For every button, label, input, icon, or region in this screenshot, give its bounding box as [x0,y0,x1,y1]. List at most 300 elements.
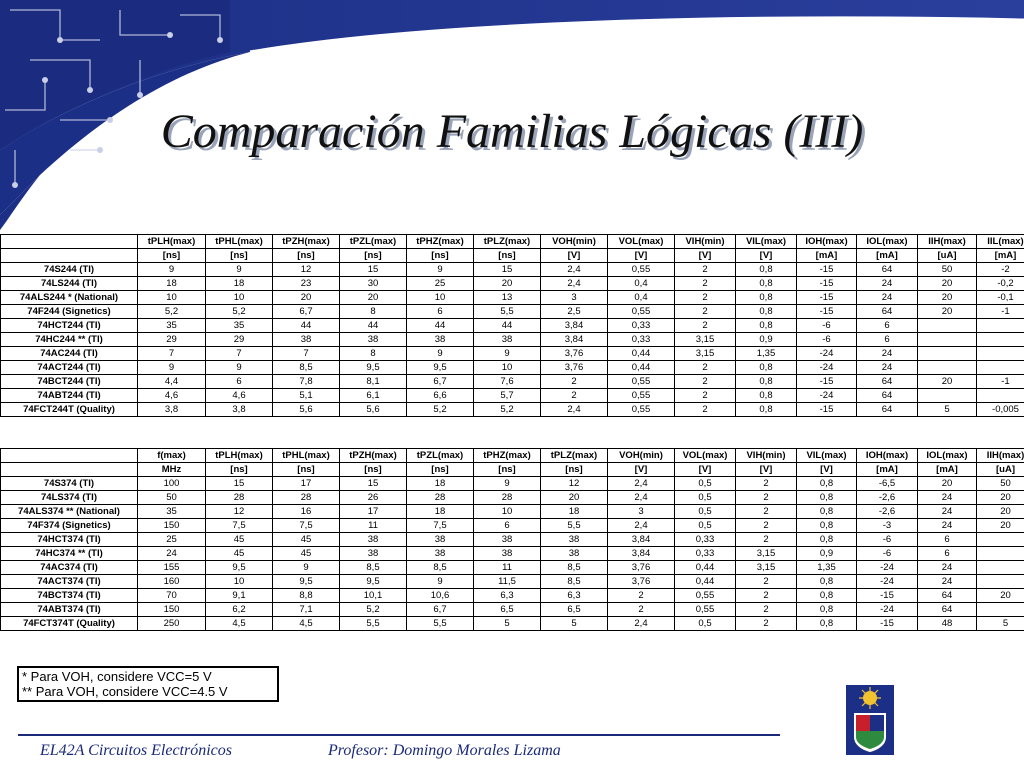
column-unit-header: [V] [608,463,675,477]
column-header: tPLH(max) [138,235,206,249]
value-cell: 6,5 [474,603,541,617]
value-cell: -1 [977,305,1024,319]
value-cell: -15 [857,589,918,603]
value-cell: 9 [206,361,273,375]
value-cell: 2 [736,617,797,631]
device-name-cell: 74HCT374 (TI) [1,533,138,547]
value-cell: -15 [797,403,857,417]
value-cell: 0,33 [608,319,675,333]
value-cell: 0,8 [736,319,797,333]
value-cell: -2 [977,263,1024,277]
value-cell: 48 [918,617,977,631]
table-row [1,519,1024,533]
value-cell: 23 [273,277,340,291]
value-cell: 0,5 [675,519,736,533]
value-cell: 8,1 [340,375,407,389]
device-name-cell: 74ABT374 (TI) [1,603,138,617]
value-cell: 2,4 [608,617,675,631]
column-header: tPZH(max) [340,449,407,463]
value-cell: -6,5 [857,477,918,491]
column-header: tPHZ(max) [474,449,541,463]
column-header: tPZH(max) [273,235,340,249]
value-cell: 6 [206,375,273,389]
column-unit-header: [ns] [206,463,273,477]
value-cell: 6,7 [407,375,474,389]
table-row [1,263,1024,277]
column-header: VIL(max) [736,235,797,249]
header-blank-cell [1,235,138,249]
value-cell: 29 [206,333,273,347]
table-row [1,389,1024,403]
value-cell: 15 [340,263,407,277]
value-cell: 10 [206,575,273,589]
value-cell: 2 [736,519,797,533]
value-cell: 9 [273,561,340,575]
column-unit-header: [uA] [918,249,977,263]
value-cell: 25 [138,533,206,547]
value-cell: 18 [407,505,474,519]
value-cell: 0,44 [675,575,736,589]
column-unit-header: [ns] [407,463,474,477]
value-cell [977,575,1024,589]
value-cell: 3,8 [138,403,206,417]
value-cell: 38 [541,533,608,547]
value-cell: 24 [918,505,977,519]
value-cell: 9 [407,575,474,589]
value-cell: 20 [918,277,977,291]
value-cell: 64 [918,589,977,603]
value-cell: 8,5 [340,561,407,575]
value-cell: 0,8 [797,533,857,547]
value-cell: 6 [857,333,918,347]
value-cell [977,361,1024,375]
table-header-units-row [1,249,1024,263]
university-crest-icon [846,685,894,755]
value-cell: 100 [138,477,206,491]
column-unit-header: [ns] [273,249,340,263]
device-name-cell: 74ALS244 * (National) [1,291,138,305]
value-cell: 150 [138,603,206,617]
column-unit-header: [ns] [206,249,273,263]
value-cell: 0,9 [797,547,857,561]
value-cell: -6 [857,547,918,561]
value-cell: 11,5 [474,575,541,589]
value-cell: 44 [474,319,541,333]
table-row [1,305,1024,319]
column-unit-header: [V] [736,249,797,263]
value-cell: 6 [918,533,977,547]
value-cell: 28 [273,491,340,505]
value-cell: 28 [407,491,474,505]
table-header-row [1,235,1024,249]
value-cell: -15 [857,617,918,631]
value-cell: 30 [340,277,407,291]
value-cell: 11 [474,561,541,575]
value-cell: 3,84 [608,533,675,547]
value-cell: 38 [340,533,407,547]
value-cell: 0,8 [736,291,797,305]
value-cell: 0,8 [797,477,857,491]
value-cell: 20 [977,505,1024,519]
value-cell [977,319,1024,333]
value-cell: 3,84 [541,333,608,347]
value-cell: 9,1 [206,589,273,603]
column-header: VOH(min) [608,449,675,463]
value-cell [977,389,1024,403]
value-cell: 7,8 [273,375,340,389]
value-cell: 17 [273,477,340,491]
value-cell [977,533,1024,547]
footer-divider [18,734,780,736]
table-row [1,347,1024,361]
value-cell: 6 [474,519,541,533]
device-name-cell: 74FCT374T (Quality) [1,617,138,631]
column-header: tPZL(max) [407,449,474,463]
footer-professor: Profesor: Domingo Morales Lizama [328,742,561,759]
table-row [1,477,1024,491]
value-cell: 2 [736,533,797,547]
value-cell: 2 [736,505,797,519]
column-header: tPHZ(max) [407,235,474,249]
value-cell: 8 [340,347,407,361]
value-cell: 44 [407,319,474,333]
value-cell: 5,5 [407,617,474,631]
device-name-cell: 74LS374 (TI) [1,491,138,505]
column-unit-header: [mA] [918,463,977,477]
value-cell: 5 [541,617,608,631]
value-cell: 6,7 [407,603,474,617]
header-blank-cell [1,449,138,463]
value-cell: 9,5 [407,361,474,375]
header-blank-cell [1,463,138,477]
value-cell: 0,8 [736,389,797,403]
value-cell: 24 [918,491,977,505]
value-cell: 10,1 [340,589,407,603]
value-cell: -15 [797,263,857,277]
value-cell: 20 [340,291,407,305]
value-cell: 10 [206,291,273,305]
value-cell [977,561,1024,575]
value-cell: 45 [206,533,273,547]
value-cell: 38 [474,533,541,547]
table-row [1,589,1024,603]
table-row [1,333,1024,347]
value-cell: -6 [797,319,857,333]
value-cell: 3,76 [541,347,608,361]
column-unit-header: [V] [675,249,736,263]
value-cell: 24 [918,519,977,533]
value-cell: 16 [273,505,340,519]
value-cell: 3,15 [736,561,797,575]
value-cell: 0,8 [736,305,797,319]
column-unit-header: [mA] [977,249,1024,263]
value-cell: 9,5 [206,561,273,575]
value-cell: 8 [340,305,407,319]
value-cell: 38 [407,333,474,347]
value-cell: 45 [273,533,340,547]
table-row [1,505,1024,519]
value-cell: 0,33 [608,333,675,347]
value-cell: -24 [857,575,918,589]
value-cell: 29 [138,333,206,347]
value-cell: 5,2 [407,403,474,417]
value-cell: 10 [138,291,206,305]
value-cell: 12 [273,263,340,277]
column-unit-header: [ns] [138,249,206,263]
value-cell [977,347,1024,361]
value-cell: 24 [138,547,206,561]
value-cell: 5,2 [474,403,541,417]
value-cell: 2,4 [541,263,608,277]
value-cell: 3,15 [736,547,797,561]
column-unit-header: [ns] [541,463,608,477]
column-unit-header: MHz [138,463,206,477]
value-cell: -0,2 [977,277,1024,291]
value-cell: 38 [340,333,407,347]
value-cell: -15 [797,305,857,319]
value-cell: 2,5 [541,305,608,319]
value-cell: 3,84 [541,319,608,333]
value-cell: -24 [857,603,918,617]
value-cell: 20 [273,291,340,305]
column-unit-header: [uA] [977,463,1024,477]
value-cell: 18 [206,277,273,291]
value-cell: 50 [977,477,1024,491]
value-cell: 7 [206,347,273,361]
value-cell: 15 [206,477,273,491]
value-cell: -24 [797,389,857,403]
value-cell [918,389,977,403]
column-header: IOL(max) [918,449,977,463]
value-cell: 38 [541,547,608,561]
value-cell: 2,4 [608,491,675,505]
value-cell: 20 [918,291,977,305]
value-cell: 5,2 [340,603,407,617]
value-cell: 2,4 [608,519,675,533]
value-cell: 38 [340,547,407,561]
value-cell [977,547,1024,561]
value-cell: 5,7 [474,389,541,403]
value-cell: 0,8 [797,603,857,617]
column-unit-header: [V] [541,249,608,263]
column-unit-header: [ns] [407,249,474,263]
value-cell: 6,3 [541,589,608,603]
value-cell: 150 [138,519,206,533]
column-header: VOL(max) [675,449,736,463]
table-row [1,361,1024,375]
value-cell: 15 [340,477,407,491]
value-cell: 0,55 [608,389,675,403]
value-cell: 0,8 [797,519,857,533]
value-cell: 4,5 [273,617,340,631]
value-cell: 24 [918,575,977,589]
value-cell: -24 [857,561,918,575]
table-row [1,491,1024,505]
value-cell: 20 [918,477,977,491]
table-row [1,603,1024,617]
column-unit-header: [ns] [474,463,541,477]
device-name-cell: 74LS244 (TI) [1,277,138,291]
column-header: tPLH(max) [206,449,273,463]
value-cell: 5,6 [273,403,340,417]
note-voh-4-5v: ** Para VOH, considere VCC=4.5 V [22,684,228,699]
value-cell: 5,1 [273,389,340,403]
value-cell: 3,15 [675,333,736,347]
value-cell: 5,5 [541,519,608,533]
value-cell: 250 [138,617,206,631]
column-header: VIL(max) [797,449,857,463]
value-cell: 2 [675,403,736,417]
value-cell [977,333,1024,347]
value-cell: 2 [675,361,736,375]
value-cell: 6,7 [273,305,340,319]
value-cell: 0,44 [608,347,675,361]
value-cell: 18 [407,477,474,491]
column-header: IOL(max) [857,235,918,249]
value-cell: -2,6 [857,505,918,519]
value-cell: 6 [407,305,474,319]
table-row [1,319,1024,333]
value-cell: -15 [797,291,857,305]
table-row [1,617,1024,631]
value-cell: 2 [736,603,797,617]
value-cell: 2 [675,277,736,291]
value-cell: 20 [977,589,1024,603]
value-cell: -2,6 [857,491,918,505]
value-cell: 9 [206,263,273,277]
value-cell: 7 [273,347,340,361]
column-unit-header: [V] [736,463,797,477]
value-cell: 4,6 [206,389,273,403]
table-row [1,561,1024,575]
value-cell: 2 [736,477,797,491]
value-cell: 10 [407,291,474,305]
value-cell: -15 [797,277,857,291]
value-cell: 155 [138,561,206,575]
value-cell: 44 [273,319,340,333]
column-header: VOH(min) [541,235,608,249]
value-cell: 9 [474,347,541,361]
logic-families-244-table [0,234,1024,417]
device-name-cell: 74ACT244 (TI) [1,361,138,375]
value-cell: 0,55 [675,589,736,603]
value-cell: 4,6 [138,389,206,403]
value-cell: 1,35 [736,347,797,361]
value-cell: 64 [857,305,918,319]
device-name-cell: 74BCT374 (TI) [1,589,138,603]
value-cell: 0,8 [736,361,797,375]
value-cell: 2,4 [541,403,608,417]
column-header: tPLZ(max) [474,235,541,249]
value-cell: 7,1 [273,603,340,617]
value-cell: 2 [675,389,736,403]
value-cell [918,361,977,375]
logic-families-374-table [0,448,1024,631]
column-header: IIH(max) [977,449,1024,463]
value-cell: 2 [541,375,608,389]
value-cell: 6,1 [340,389,407,403]
value-cell: 70 [138,589,206,603]
value-cell: 3,8 [206,403,273,417]
value-cell: 20 [474,277,541,291]
value-cell: 2 [608,603,675,617]
table-row [1,277,1024,291]
device-name-cell: 74ALS374 ** (National) [1,505,138,519]
value-cell: 28 [474,491,541,505]
value-cell: 5,2 [206,305,273,319]
value-cell: 20 [977,519,1024,533]
value-cell: 64 [857,403,918,417]
value-cell: 0,8 [797,589,857,603]
column-unit-header: [mA] [857,249,918,263]
value-cell: 2 [608,589,675,603]
value-cell: 4,5 [206,617,273,631]
column-header: VIH(min) [736,449,797,463]
device-name-cell: 74ACT374 (TI) [1,575,138,589]
value-cell: 5,6 [340,403,407,417]
value-cell: 0,4 [608,277,675,291]
notes-box [17,666,279,702]
value-cell: 2 [675,263,736,277]
device-name-cell: 74F374 (Signetics) [1,519,138,533]
value-cell: 0,5 [675,617,736,631]
value-cell: 45 [206,547,273,561]
table-header-row [1,449,1024,463]
value-cell: 0,5 [675,505,736,519]
value-cell: 18 [541,505,608,519]
table-row [1,547,1024,561]
value-cell: 2 [675,319,736,333]
device-name-cell: 74HC374 ** (TI) [1,547,138,561]
value-cell: -1 [977,375,1024,389]
column-header: tPZL(max) [340,235,407,249]
table-row [1,403,1024,417]
value-cell: 64 [857,375,918,389]
column-header: IOH(max) [857,449,918,463]
value-cell: 8,5 [273,361,340,375]
note-voh-5v: * Para VOH, considere VCC=5 V [22,669,212,684]
column-unit-header: [mA] [797,249,857,263]
value-cell: 11 [340,519,407,533]
value-cell: -3 [857,519,918,533]
value-cell: 38 [273,333,340,347]
value-cell: 7,5 [273,519,340,533]
device-name-cell: 74S244 (TI) [1,263,138,277]
value-cell: 26 [340,491,407,505]
value-cell: 9,5 [340,361,407,375]
value-cell: 45 [273,547,340,561]
device-name-cell: 74AC374 (TI) [1,561,138,575]
value-cell: 64 [857,389,918,403]
value-cell: 2 [736,589,797,603]
value-cell: 28 [206,491,273,505]
value-cell: 64 [918,603,977,617]
device-name-cell: 74FCT244T (Quality) [1,403,138,417]
value-cell: 20 [918,375,977,389]
value-cell: -24 [797,347,857,361]
value-cell: 10,6 [407,589,474,603]
value-cell: 0,55 [608,375,675,389]
value-cell: 5 [474,617,541,631]
table-row [1,533,1024,547]
value-cell: -15 [797,375,857,389]
column-header: IIH(max) [918,235,977,249]
value-cell: 2 [675,291,736,305]
value-cell: 9 [138,263,206,277]
column-header: tPHL(max) [273,449,340,463]
value-cell: 24 [857,347,918,361]
value-cell: 5 [918,403,977,417]
